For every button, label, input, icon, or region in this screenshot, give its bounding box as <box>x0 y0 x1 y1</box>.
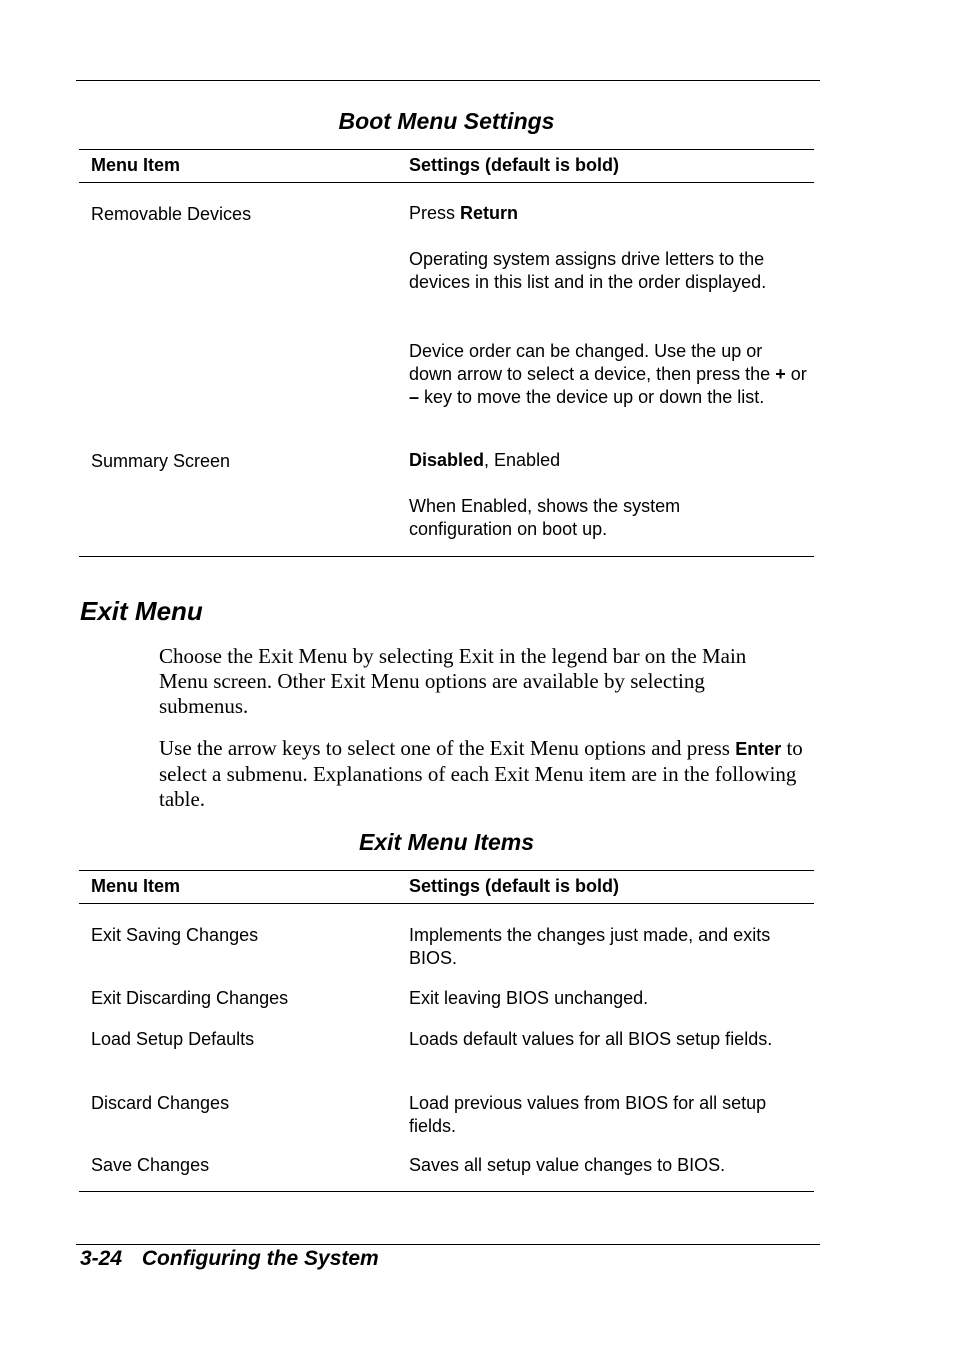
row-setting: Implements the changes just made, and exits BIOS. <box>409 925 771 968</box>
press-text: Press <box>409 203 456 223</box>
boot-table-bottom-rule <box>79 556 814 557</box>
row-item: Exit Saving Changes <box>91 925 259 945</box>
summary-screen-options <box>409 449 809 472</box>
exit-col-menu-item: Menu Item <box>91 876 181 896</box>
removable-devices-item: Removable Devices <box>91 204 252 224</box>
para-2-a: Use the arrow keys to select one of the Exit Menu options and press <box>159 736 730 760</box>
row-setting: Exit leaving BIOS unchanged. <box>409 988 649 1008</box>
removable-devices-desc-2 <box>409 340 809 409</box>
desc-2-b: key to move the device up or down the list. <box>424 387 765 407</box>
summary-default-option: Disabled <box>409 450 485 470</box>
row-item: Exit Discarding Changes <box>91 988 289 1008</box>
boot-table-caption: Boot Menu Settings <box>338 108 555 134</box>
desc-2-a: Device order can be changed. Use the up or down arrow to select a device, then press the <box>409 341 771 384</box>
chapter-title: Configuring the System <box>141 1247 379 1270</box>
row-item: Load Setup Defaults <box>91 1029 255 1049</box>
enter-key: Enter <box>735 739 782 759</box>
row-setting: Load previous values from BIOS for all setup fields. <box>409 1093 767 1136</box>
plus-key: + <box>775 364 786 384</box>
boot-table-top-rule <box>79 149 814 150</box>
summary-screen-desc: When Enabled, shows the system configuration on boot up. <box>409 496 681 539</box>
exit-col-settings: Settings (default is bold) <box>409 876 619 896</box>
page-number: 3-24 <box>80 1247 123 1270</box>
exit-table-top-rule <box>79 870 814 871</box>
summary-other-options: , Enabled <box>484 450 561 470</box>
row-item: Save Changes <box>91 1155 210 1175</box>
exit-menu-heading: Exit Menu <box>80 596 203 626</box>
row-setting: Loads default values for all BIOS setup fields. <box>409 1029 773 1049</box>
removable-devices-press <box>409 202 809 225</box>
summary-screen-item: Summary Screen <box>91 451 231 471</box>
removable-devices-desc-1: Operating system assigns drive letters to the devices in this list and in the order displayed. <box>409 249 767 292</box>
row-item: Discard Changes <box>91 1093 230 1113</box>
desc-2-or: or <box>790 364 807 384</box>
exit-menu-para-1: Choose the Exit Menu by selecting Exit in the legend bar on the Main Menu screen. Other Exit Menu options are available by selecting submenus. <box>159 644 747 718</box>
minus-key: – <box>409 387 420 407</box>
footer-rule <box>76 1244 820 1245</box>
exit-table-caption: Exit Menu Items <box>358 829 535 855</box>
return-key: Return <box>460 203 519 223</box>
boot-table-header-rule <box>79 182 814 183</box>
exit-table-header-rule <box>79 903 814 904</box>
boot-col-menu-item: Menu Item <box>91 155 181 175</box>
row-setting: Saves all setup value changes to BIOS. <box>409 1155 726 1175</box>
exit-table-bottom-rule <box>79 1191 814 1192</box>
boot-col-settings: Settings (default is bold) <box>409 155 619 175</box>
header-rule <box>76 80 820 81</box>
para-2-b: to select a submenu. Explanations of each Exit Menu item are in the following table. <box>159 736 803 811</box>
exit-menu-para-2 <box>159 736 821 812</box>
footer <box>80 1247 379 1271</box>
